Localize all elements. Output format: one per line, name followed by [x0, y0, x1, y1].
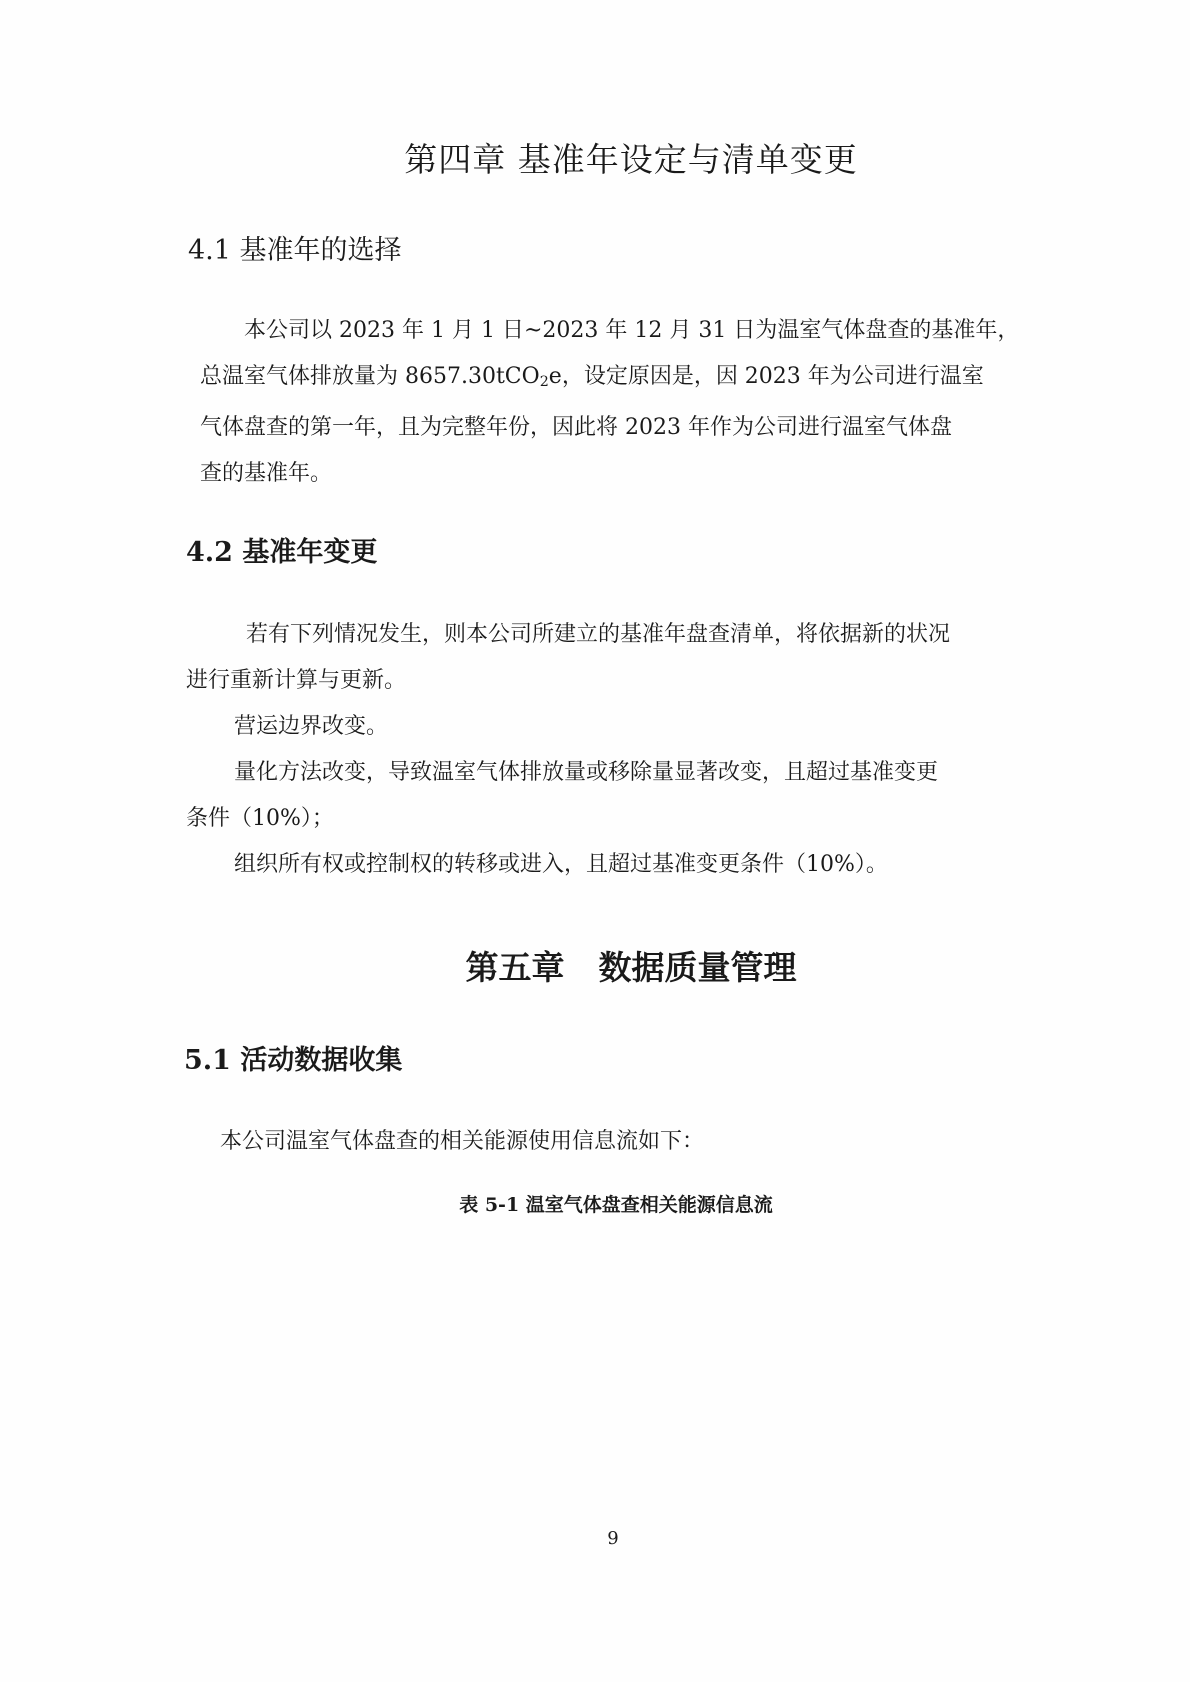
paragraph-line: 条件（10%）； [186, 806, 334, 831]
chapter-5-number: 第五章 [465, 948, 565, 987]
list-item-boundary-change: 营运边界改变。 [234, 714, 389, 739]
chapter-5-name: 数据质量管理 [598, 948, 797, 987]
page-number: 9 [607, 1528, 619, 1549]
section-4-2-paragraph [186, 612, 1016, 888]
section-4-1-paragraph [200, 308, 1020, 497]
paragraph-line [200, 354, 1010, 405]
section-5-1-heading: 5.1 活动数据收集 [184, 1045, 403, 1076]
chapter-4-title: 第四章 基准年设定与清单变更 [404, 140, 858, 179]
paragraph-line: 本公司以 2023 年 1 月 1 日~2023 年 12 月 31 日为温室气体盘查的基准年， [244, 318, 1020, 343]
paragraph-line: 进行重新计算与更新。 [186, 668, 407, 693]
list-item-method-change: 量化方法改变，导致温室气体排放量或移除量显著改变，且超过基准变更 [234, 760, 939, 785]
table-caption: 表 5-1 温室气体盘查相关能源信息流 [459, 1194, 773, 1216]
paragraph-line: 查的基准年。 [200, 460, 333, 486]
list-item-ownership-change: 组织所有权或控制权的转移或进入，且超过基准变更条件（10%）。 [234, 852, 888, 877]
section-4-2-heading: 4.2 基准年变更 [186, 537, 378, 568]
section-4-1-heading: 4.1 基准年的选择 [188, 235, 402, 266]
emission-total-text: 总温室气体排放量为 8657.30tCO [200, 364, 540, 389]
emission-reason-text: e，设定原因是，因 2023 年为公司进行温室 [548, 364, 984, 389]
section-5-1-paragraph: 本公司温室气体盘查的相关能源使用信息流如下： [220, 1129, 705, 1154]
paragraph-line: 若有下列情况发生，则本公司所建立的基准年盘查清单，将依据新的状况 [246, 622, 951, 647]
co2-subscript: 2 [539, 373, 549, 390]
chapter-5-title [0, 942, 1190, 989]
paragraph-line: 气体盘查的第一年，且为完整年份，因此将 2023 年作为公司进行温室气体盘 [200, 414, 952, 440]
